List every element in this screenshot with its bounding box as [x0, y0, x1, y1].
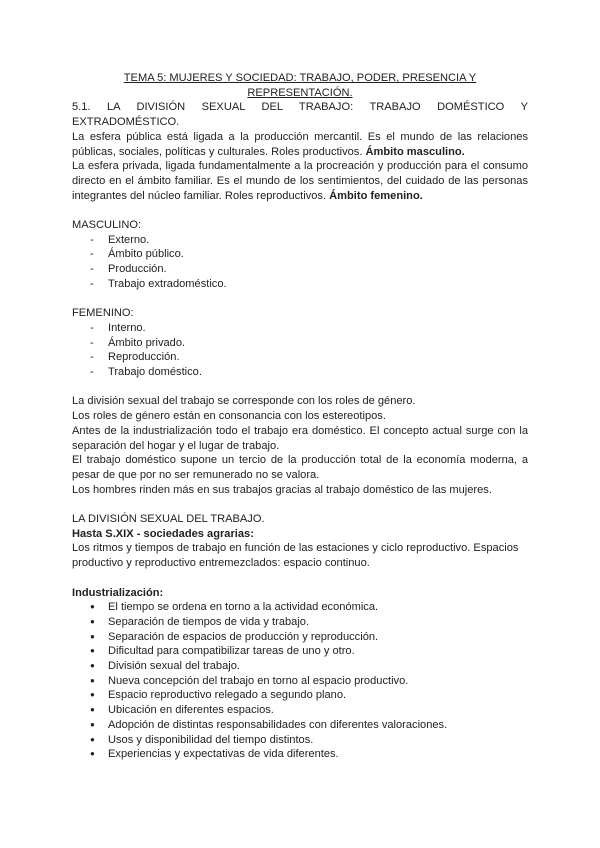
list-item: - Externo. — [72, 233, 528, 248]
sentence-roles-genero: La división sexual del trabajo se corresponde con los roles de género. — [72, 395, 416, 408]
masculino-heading: MASCULINO: — [72, 219, 142, 232]
list-item: - Reproducción. — [72, 350, 528, 365]
sentence-industrializacion: Antes de la industrialización todo el trabajo era doméstico. El concepto actual surge con la separación del hogar y el lugar de trabajo. — [72, 424, 528, 452]
femenino-list — [72, 321, 528, 380]
list-item: ● Experiencias y expectativas de vida diferentes. — [72, 747, 528, 762]
list-item: ● Espacio reproductivo relegado a segundo plano. — [72, 688, 528, 703]
list-item: - Ámbito privado. — [72, 336, 528, 351]
list-item: - Trabajo doméstico. — [72, 365, 528, 380]
hasta-sxix-text: Los ritmos y tiempos de trabajo en función de las estaciones y ciclo reproductivo. Espacios productivo y reproductivo entremezclados: espacio continuo. — [72, 542, 519, 570]
blank-line — [72, 203, 528, 218]
list-item: ● Nueva concepción del trabajo en torno al espacio productivo. — [72, 674, 528, 689]
division-sexual-heading: LA DIVISIÓN SEXUAL DEL TRABAJO. — [72, 513, 265, 526]
paragraph-esfera-publica-text: La esfera pública está ligada a la producción mercantil. Es el mundo de las relaciones públicas, sociales, políticas y culturales. Roles productivos. — [72, 130, 528, 158]
blank-line — [72, 497, 528, 512]
blank-line — [72, 380, 528, 395]
ambito-masculino-bold: Ámbito masculino. — [365, 145, 465, 158]
list-item: - Producción. — [72, 262, 528, 277]
section-heading-line-1: 5.1. LA DIVISIÓN SEXUAL DEL TRABAJO: TRABAJO DOMÉSTICO Y — [72, 101, 528, 114]
list-item: ● El tiempo se ordena en torno a la actividad económica. — [72, 600, 528, 615]
industrializacion-heading: Industrialización: — [72, 586, 164, 599]
femenino-heading: FEMENINO: — [72, 307, 134, 320]
sentence-hombres-rinden: Los hombres rinden más en sus trabajos gracias al trabajo doméstico de las mujeres. — [72, 483, 492, 496]
list-item: ● Dificultad para compatibilizar tareas de uno y otro. — [72, 644, 528, 659]
list-item: ● Separación de tiempos de vida y trabajo. — [72, 615, 528, 630]
hasta-sxix-heading: Hasta S.XIX - sociedades agrarias: — [72, 527, 254, 540]
document-title-line-2: REPRESENTACIÓN. — [247, 86, 353, 99]
list-item: - Ámbito público. — [72, 247, 528, 262]
industrializacion-list — [72, 600, 528, 762]
list-item: ● Adopción de distintas responsabilidades con diferentes valoraciones. — [72, 718, 528, 733]
sentence-trabajo-domestico: El trabajo doméstico supone un tercio de la producción total de la economía moderna, a pesar de que por no ser remunerado no se valora. — [72, 454, 528, 481]
paragraph-esfera-privada-text: La esfera privada, ligada fundamentalmente a la procreación y producción para el consumo directo en el ámbito familiar. Es el mundo de los sentimientos, del cuidado de las personas integrantes del núcleo familiar. Roles reproductivos. — [72, 160, 528, 202]
blank-line — [72, 571, 528, 586]
list-item: ● Usos y disponibilidad del tiempo distintos. — [72, 733, 528, 748]
paragraph-esfera-privada — [72, 159, 528, 203]
list-item: ● Separación de espacios de producción y reproducción. — [72, 630, 528, 645]
section-heading-line-2: EXTRADOMÉSTICO. — [72, 116, 180, 129]
list-item: ● División sexual del trabajo. — [72, 659, 528, 674]
list-item: ● Ubicación en diferentes espacios. — [72, 703, 528, 718]
document-page — [72, 71, 528, 762]
blank-line — [72, 292, 528, 307]
document-title-line-1: TEMA 5: MUJERES Y SOCIEDAD: TRABAJO, PODER, PRESENCIA Y — [123, 72, 477, 84]
list-item: - Interno. — [72, 321, 528, 336]
ambito-femenino-bold: Ámbito femenino. — [329, 189, 423, 202]
masculino-list — [72, 233, 528, 292]
sentence-estereotipos: Los roles de género están en consonancia con los estereotipos. — [72, 410, 386, 423]
paragraph-esfera-publica — [72, 130, 528, 159]
list-item: - Trabajo extradoméstico. — [72, 277, 528, 292]
